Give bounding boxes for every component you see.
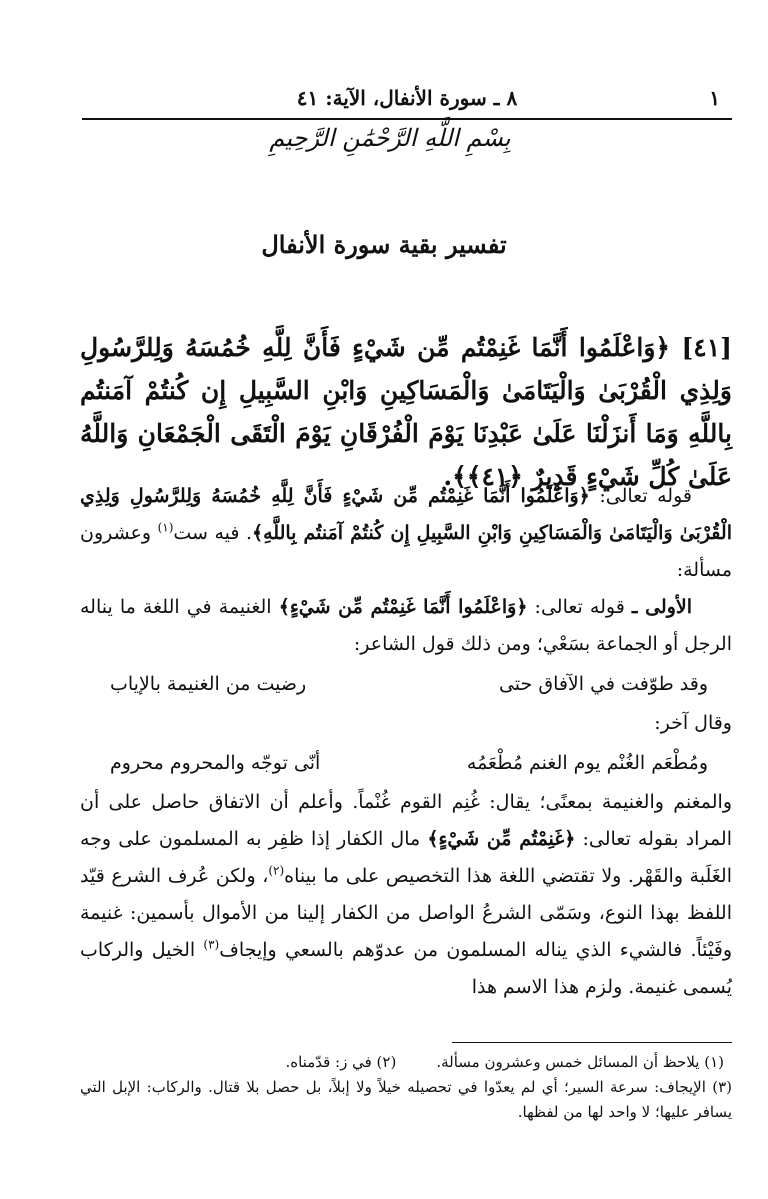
running-title: ٨ ـ سورة الأنفال، الآية: ٤١ bbox=[296, 86, 518, 110]
page-header bbox=[82, 84, 732, 116]
issue-tail: الغنيمة في اللغة ما يناله الرجل أو الجماعة بسَعْي؛ ومن ذلك قول الشاعر: bbox=[80, 596, 732, 655]
poem-1-second-hemistich: رضيت من الغنيمة بالإياب bbox=[110, 673, 307, 695]
issue-lead: قوله تعالى: bbox=[527, 596, 632, 618]
definition-part-c: ، ولكن عُرف الشرع قيّد اللفظ بهذا النوع، وسَمّى الشرعُ الواصل من الكفار إلينا من الأموال بأسمين: غنيمة وفَيْئاً. فالشيء الذي يناله المسلمون من عدوّهم بالسعي وإيجاف bbox=[80, 865, 732, 961]
paragraph-first-issue bbox=[80, 589, 732, 663]
poem-verse-2 bbox=[80, 742, 732, 784]
page-number: ١ bbox=[709, 86, 720, 110]
verse-number: [٤١] bbox=[681, 333, 732, 362]
paragraph-intro bbox=[80, 478, 732, 589]
poem-2-second-hemistich: أنّى توجّه والمحروم محروم bbox=[110, 752, 321, 774]
footnote-1: (١) يلاحظ أن المسائل خمس وعشرون مسألة. bbox=[436, 1053, 724, 1071]
basmala: بِسْمِ اللَّهِ الرَّحْمَٰنِ الرَّحِيمِ bbox=[269, 124, 511, 152]
paragraph-other-poet: وقال آخر: bbox=[654, 712, 732, 734]
verse-text: ﴿وَاعْلَمُوا أَنَّمَا غَنِمْتُم مِّن شَيْءٍ فَأَنَّ لِلَّهِ خُمُسَهُ وَلِلرَّسُولِ وَلِذِي الْقُرْبَىٰ وَالْيَتَامَىٰ وَالْمَسَاكِينِ وَابْنِ السَّبِيلِ إِن كُنتُمْ آمَنتُم بِاللَّهِ وَمَا أَنزَلْنَا عَلَىٰ عَبْدِنَا يَوْمَ الْفُرْقَانِ يَوْمَ الْتَقَى الْجَمْعَانِ وَاللَّهُ عَلَىٰ كُلِّ شَيْءٍ قَدِيرٌ ﴿٤١﴾﴾. bbox=[80, 333, 732, 491]
issue-quote: ﴿وَاعْلَمُوا أَنَّمَا غَنِمْتُم مِّن شَيْءٍ﴾ bbox=[278, 596, 528, 618]
poem-2-first-hemistich: ومُطْعَم الغُنْم يوم الغنم مُطْعَمُه bbox=[466, 752, 708, 774]
footnote-row-1 bbox=[80, 1050, 732, 1075]
poem-1-first-hemistich: وقد طوّفت في الآفاق حتى bbox=[498, 673, 708, 695]
footnote-ref-3: (٣) bbox=[203, 937, 220, 952]
intro-quote: ﴿وَاعْلَمُوا أَنَّمَا غَنِمْتُم مِّن شَيْءٍ فَأَنَّ لِلَّهِ خُمُسَهُ وَلِلرَّسُولِ وَلِذِي الْقُرْبَىٰ وَالْيَتَامَىٰ وَالْمَسَاكِينِ وَابْنِ السَّبِيلِ إِن كُنتُمْ آمَنتُم بِاللَّهِ﴾ bbox=[80, 485, 732, 544]
poem-verse-1 bbox=[80, 663, 732, 705]
paragraph-definition bbox=[80, 784, 732, 1006]
quran-verse bbox=[80, 326, 732, 498]
intro-tail-a: . فيه ست bbox=[173, 522, 252, 544]
definition-part-d: الخيل والركاب يُسمى غنيمة. ولزم هذا الاسم هذا bbox=[80, 939, 732, 998]
definition-quote: ﴿غَنِمْتُم مِّن شَيْءٍ﴾ bbox=[427, 828, 576, 850]
chapter-title: تفسير بقية سورة الأنفال bbox=[261, 230, 507, 259]
footnote-ref-2: (٢) bbox=[268, 863, 285, 878]
footnote-divider bbox=[452, 1042, 732, 1043]
issue-label: الأولى ـ bbox=[631, 596, 693, 618]
definition-part-b: مال الكفار إذا ظفِر به المسلمون على وجه الغَلَبة والقَهْر. ولا تقتضي اللغة هذا التخصيص على ما بيناه bbox=[80, 828, 732, 887]
footnote-2: (٢) في ز: قدّمناه. bbox=[285, 1053, 397, 1071]
definition-part-a: والمغنم والغنيمة بمعنًى؛ يقال: غُنِم القوم غُنْماً. وأعلم أن الاتفاق حاصل على أن المراد بقوله تعالى: bbox=[80, 791, 732, 850]
header-divider bbox=[82, 118, 732, 120]
intro-tail-b: وعشرون مسألة: bbox=[80, 522, 732, 581]
footnote-3: (٣) الإيجاف: سرعة السير؛ أي لم يعدّوا في تحصيله خيلاً ولا إبلاً، بل حصل بلا قتال. والركاب: الإبل التي يسافر عليها؛ لا واحد لها من لفظها. bbox=[80, 1078, 732, 1121]
intro-lead: قوله تعالى: bbox=[589, 485, 692, 507]
commentary-body bbox=[80, 478, 732, 1006]
footnotes bbox=[80, 1050, 732, 1125]
footnote-ref-1: (١) bbox=[157, 520, 174, 535]
